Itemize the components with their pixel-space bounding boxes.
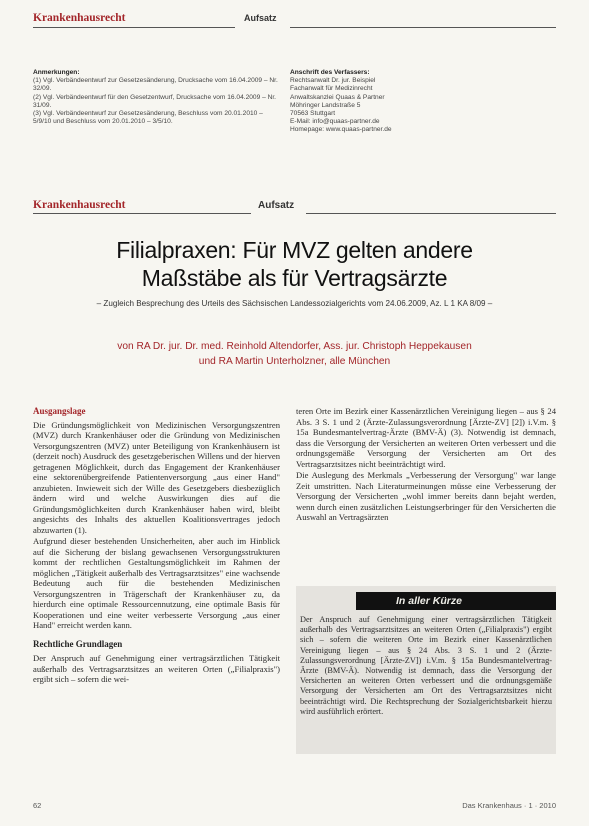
section-header-label: Krankenhausrecht xyxy=(33,199,126,211)
header-rule-right xyxy=(290,27,556,28)
note-item: (1) Vgl. Verbändeentwurf zur Gesetzesänderung, Drucksache vom 16.04.2009 – Nr. 32/09. xyxy=(33,77,278,93)
running-header-section: Krankenhausrecht xyxy=(33,12,126,24)
header-rule-left xyxy=(33,27,235,28)
left-column xyxy=(33,406,280,685)
address-line: Fachanwalt für Medizinrecht xyxy=(290,85,373,93)
journal-footer: Das Krankenhaus · 1 · 2010 xyxy=(462,801,556,810)
page-number: 62 xyxy=(33,801,42,810)
address-line: Rechtsanwalt Dr. jur. Beispiel xyxy=(290,77,376,85)
article-title: Filialpraxen: Für MVZ gelten andere Maßstäbe als für Vertragsärzte xyxy=(116,237,473,291)
section-rule-left xyxy=(33,213,251,214)
paragraph: Der Anspruch auf Genehmigung einer vertragsärztlichen Tätigkeit außerhalb des Vertragsarztsitzes an weiteren Orten („Filialpraxis") ergibt sich – sofern die wei- xyxy=(33,653,280,684)
paragraph: Die Auslegung des Merkmals „Verbesserung der Versorgung" war lange Zeit umstritten. Nach Literaturmeinungen müsse eine Verbesserung der Versorgung der Versicherten „wohl immer bereits dann bejaht werden, wenn durch einen zusätzlichen Leistungserbringer für den Versicherten die Auswahl an Vertragsärzten xyxy=(296,470,556,522)
section-rule-right xyxy=(306,213,556,214)
note-item: (2) Vgl. Verbändeentwurf für den Gesetzentwurf, Drucksache vom 16.04.2009 – Nr. 31/09. xyxy=(33,93,276,109)
right-column xyxy=(296,406,556,523)
author-address-block xyxy=(290,69,556,135)
address-line: Anwaltskanzlei Quaas & Partner xyxy=(290,93,385,101)
article-authors: von RA Dr. jur. Dr. med. Reinhold Altendorfer, Ass. jur. Christoph Heppekausen und RA Martin Unterholzner, alle München xyxy=(117,341,472,367)
section-header-type: Aufsatz xyxy=(258,200,295,211)
address-line: E-Mail: info@quaas-partner.de xyxy=(290,118,380,126)
summary-box-tab: In aller Kürze xyxy=(356,592,556,610)
paragraph: Die Gründungsmöglichkeit von Medizinischen Versorgungszentren (MVZ) durch Krankenhäuser oder die Gründung von Medizinischen Versorgungszentren (MVZ) unter Beteiligung von Krankenhäusern ist (derzeit noch) Ausdruck des gesetzgeberischen Willens und der hierven getragenen Möglichkeit, durch das Engagement der Krankenhäuser eine sektorenübergreifende Patientenversorgung „aus einer Hand" anzubieten. Inwieweit sich der Wille des Gesetzgebers diesbezüglich ändern wird und welche Auswirkungen dies auf die Gründungsmöglichkeiten durch Krankenhäuser haben wird, bleibt angesichts des Inhalts des aktuellen Koalitionsvertrages jedoch abzuwarten (1). xyxy=(33,419,280,535)
article-subtitle: – Zugleich Besprechung des Urteils des Sächsischen Landessozialgerichts vom 24.06.2009, Az. L 1 KA 8/09 – xyxy=(96,299,493,308)
address-heading: Anschrift des Verfassers: xyxy=(290,69,370,76)
heading-ausgangslage: Ausgangslage xyxy=(33,406,86,416)
address-line: 70563 Stuttgart xyxy=(290,110,336,118)
notes-block xyxy=(33,69,279,126)
paragraph: teren Orte im Bezirk einer Kassenärztlichen Vereinigung liegen – aus § 24 Abs. 3 S. 1 und 2 (Ärzte-Zulassungsverordnung [Ärzte-ZV] [2]) i.V.m. § 15a Bundesmantelvertrag-Ärzte (BMV-Ä) (3). Notwendig ist demnach, dass die Versorgung der Versicherten an weiteren Orten verbessert und die ordnungsgemäße Versorgung der Versicherten am Ort des Vertragsarztsitzes nicht beeinträchtigt wird. xyxy=(296,406,556,469)
note-item: (3) Vgl. Verbändeentwurf zur Gesetzesänderung, Beschluss vom 20.01.2010 – 5/9/10 und Beschluss vom 20.01.2010 – 3/5/10. xyxy=(33,110,263,126)
summary-box-text: Der Anspruch auf Genehmigung einer vertragsärztlichen Tätigkeit außerhalb des Vertragsarztsitzes an weiteren Orten („Filialpraxis") ergibt sich – sofern die weiteren Orte im Bezirk einer Kassenärztlichen Vereinigung liegen – aus § 24 Abs. 3 S. 1 und 2 (Ärzte-Zulassungsverordnung [Ärzte-ZV]) i.V.m. § 15a Bundesmantelvertrag-Ärzte (BMV-Ä). Notwendig ist demnach, dass die Versorgung der Versicherten an weiteren Orten verbessert und die ordnungsgemäße Versorgung der Versicherten am Ort des Vertragsarztsitzes nicht beeinträchtigt wird. Die Rechtsprechung der Sozialgerichtsbarkeit hierzu wird ausführlich erörtert. xyxy=(300,615,552,716)
notes-heading: Anmerkungen: xyxy=(33,69,80,76)
running-header-type: Aufsatz xyxy=(244,13,277,23)
address-line: Möhringer Landstraße 5 xyxy=(290,101,361,109)
heading-rechtliche-grundlagen: Rechtliche Grundlagen xyxy=(33,638,123,649)
paragraph: Aufgrund dieser bestehenden Unsicherheiten, aber auch im Hinblick auf die Sicherung der bislang gewachsenen Versorgungsstrukturen kommt der rechtlichen Gestaltungsmöglichkeit im Rahmen der möglichen „Tätigkeit außerhalb des Vertragsarztsitzes" eine wachsende Bedeutung auch für die bestehenden Medizinischen Versorgungszentren in Trägerschaft der Krankenhäuser zu, da hierdurch eine optimale Ressourcennutzung, eine optimale Basis für Kooperationen und eine weiter verbesserte Versorgung „aus einer Hand" erreicht werden kann. xyxy=(33,536,280,630)
address-line: Homepage: www.quaas-partner.de xyxy=(290,126,392,134)
